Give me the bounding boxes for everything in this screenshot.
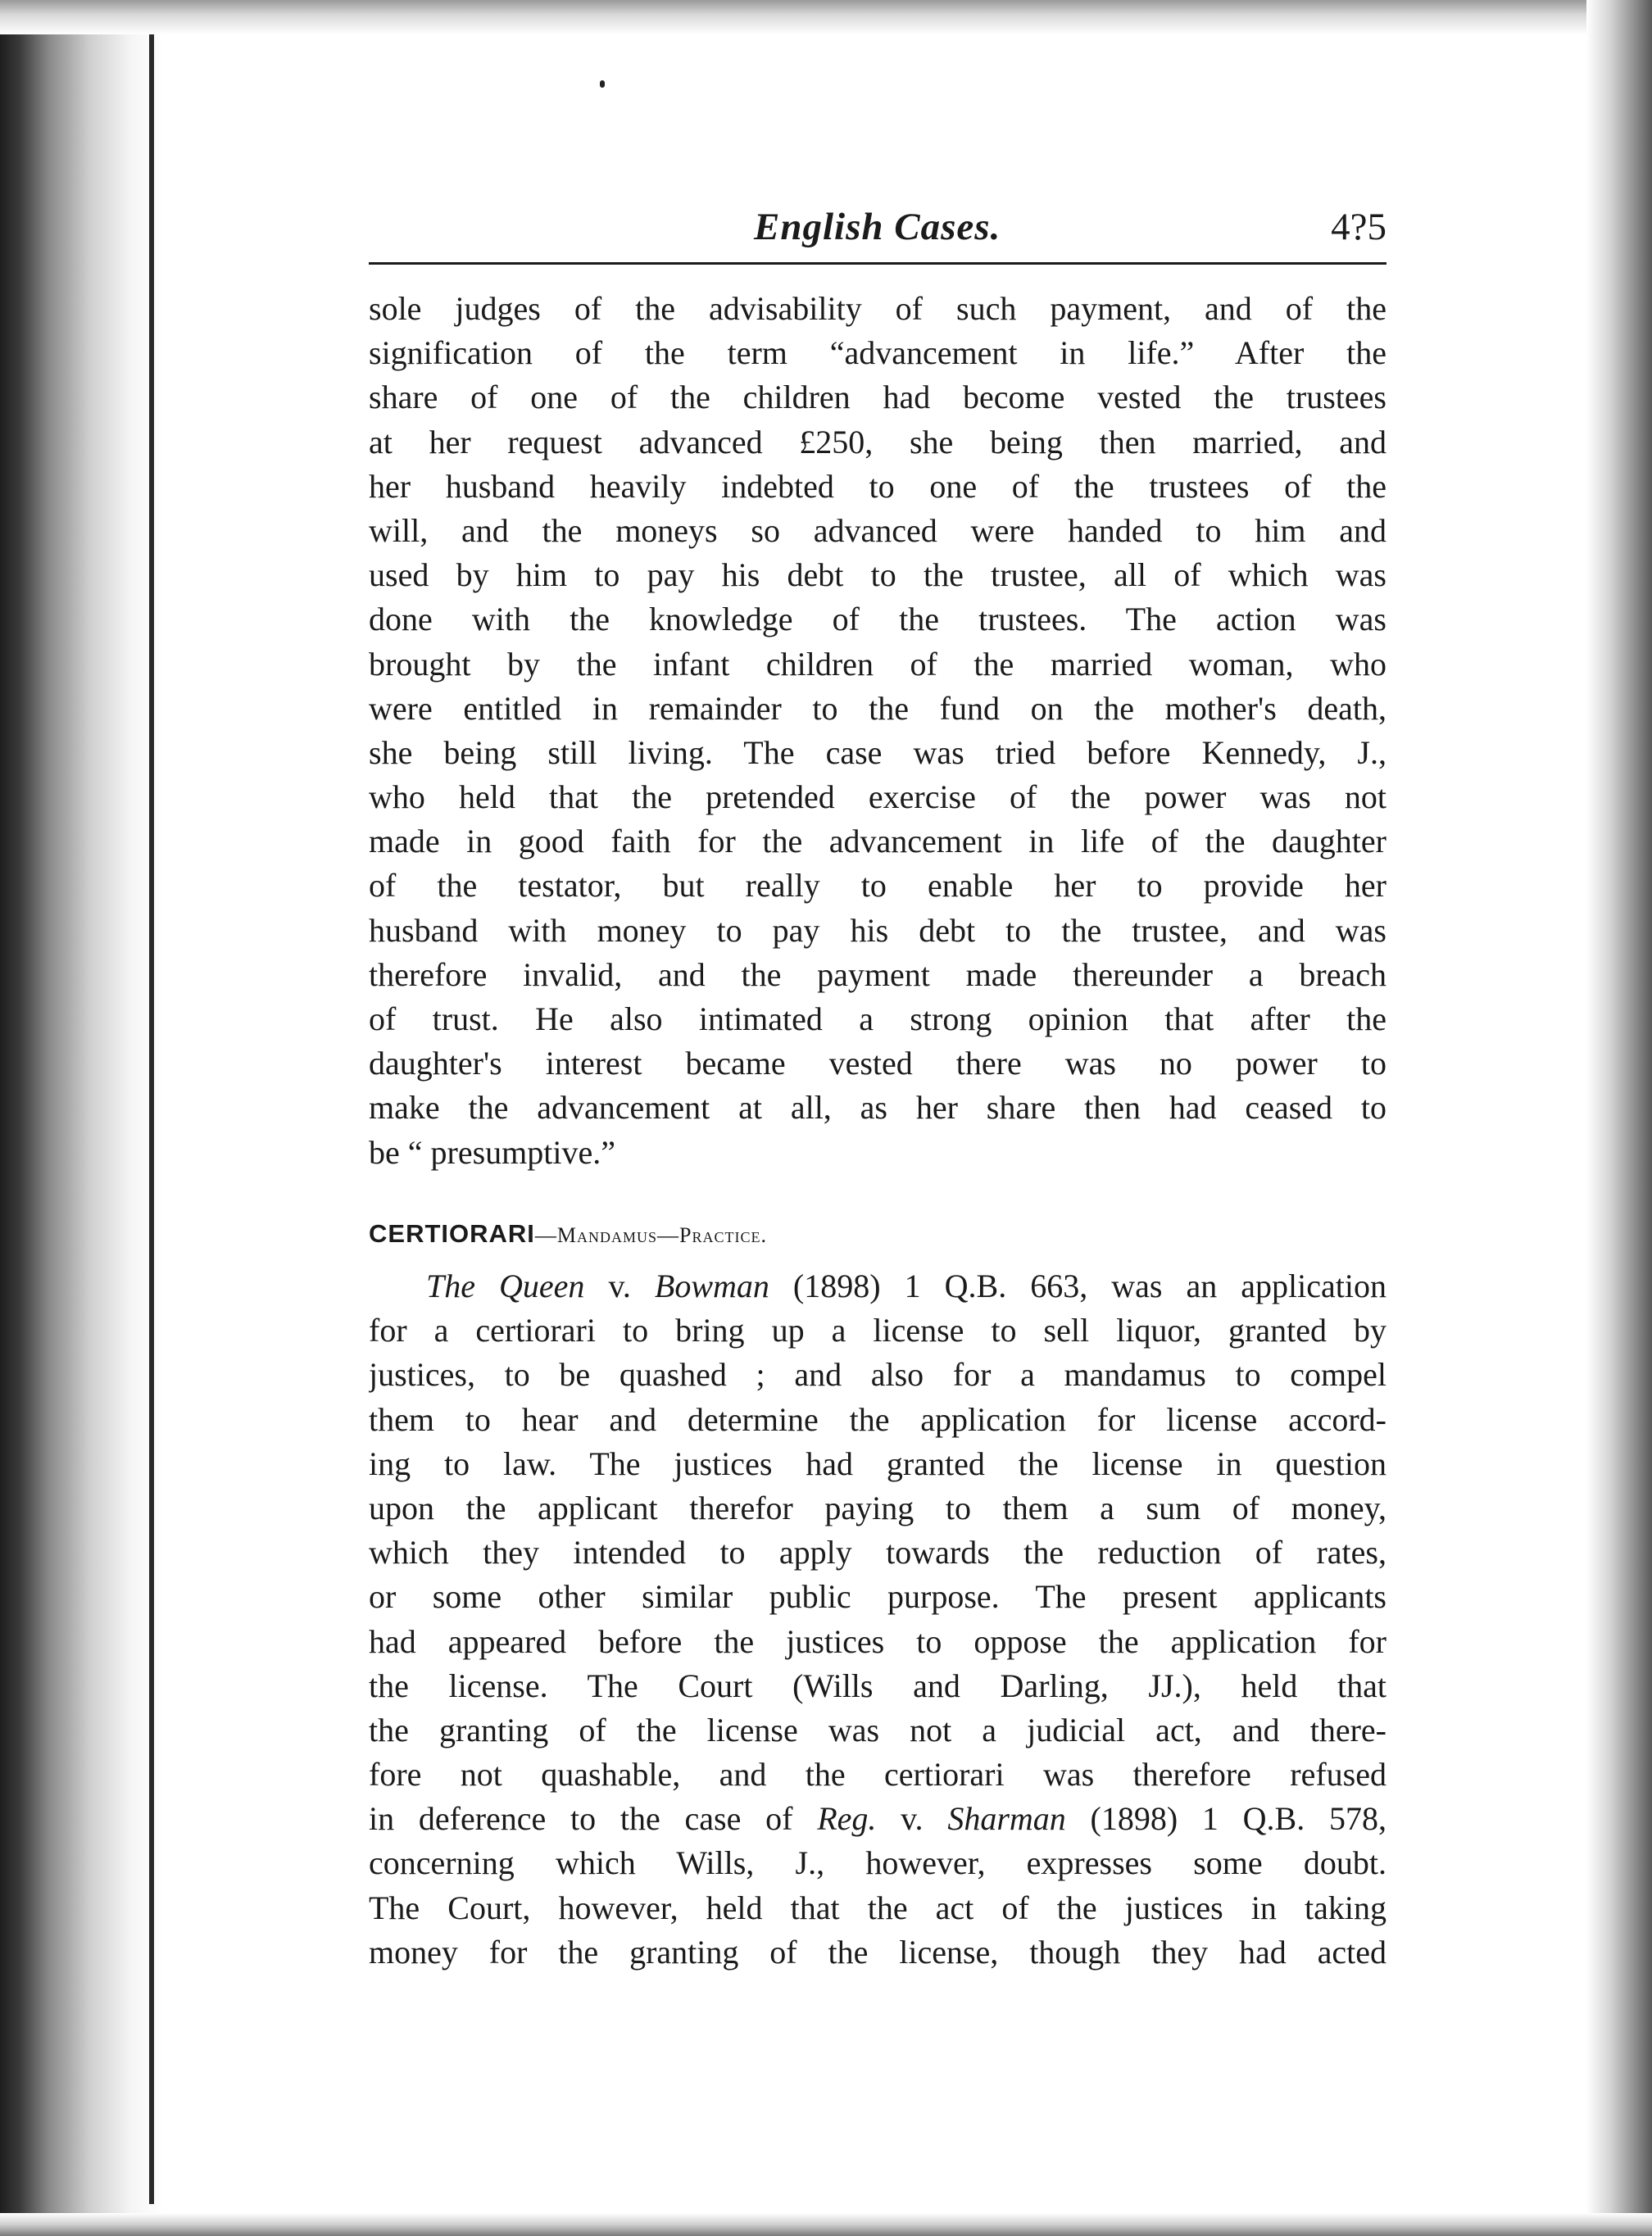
case-name: Bowman [654, 1268, 769, 1304]
text-line: share of one of the children had become vested the trustees [369, 379, 1386, 416]
case-name: Sharman [947, 1800, 1066, 1838]
text-line: sole judges of the advisability of such payment, and of the [369, 290, 1386, 327]
citation-text: (1898) 1 Q.B. 578, [1065, 1800, 1386, 1838]
page-number: 4?5 [1331, 206, 1386, 248]
running-head [369, 205, 1386, 262]
paragraph-certiorari [369, 1264, 1386, 1975]
binding-shadow-line [149, 33, 154, 2204]
text-line: brought by the infant children of the married woman, who [369, 645, 1386, 683]
text-line: upon the applicant therefor paying to them a sum of money, [369, 1489, 1386, 1526]
text-line: had appeared before the justices to oppose the application for [369, 1622, 1386, 1660]
text-line: justices, to be quashed ; and also for a mandamus to compel [369, 1356, 1386, 1394]
versus: v. [584, 1268, 655, 1304]
text-line: made in good faith for the advancement in life of the daughter [369, 823, 1386, 860]
text-line: at her request advanced £250, she being then married, and [369, 423, 1386, 460]
text-line: were entitled in remainder to the fund on the mother's death, [369, 689, 1386, 727]
text-line: of the testator, but really to enable her to provide her [369, 867, 1386, 905]
ink-speck [600, 80, 605, 88]
text-line: daughter's interest became vested there was no power to [369, 1045, 1386, 1082]
text-line: fore not quashable, and the certiorari was therefore refused [369, 1756, 1386, 1794]
text-line: husband with money to pay his debt to the trustee, and was [369, 911, 1386, 949]
text-line: used by him to pay his debt to the trustee, all of which was [369, 556, 1386, 594]
paragraph-advancement [369, 287, 1386, 1175]
text-line: her husband heavily indebted to one of the trustees of the [369, 467, 1386, 505]
text-line: money for the granting of the license, though they had acted [369, 1933, 1386, 1971]
header-rule [369, 262, 1386, 265]
text-line: for a certiorari to bring up a license to sell liquor, granted by [369, 1312, 1386, 1349]
text-line: of trust. He also intimated a strong opinion that after the [369, 1000, 1386, 1037]
page-right-edge [1586, 0, 1652, 2236]
running-title: English Cases. [754, 206, 1001, 248]
text-line: therefore invalid, and the payment made thereunder a breach [369, 955, 1386, 993]
case-name: Reg. [817, 1800, 877, 1838]
text-line: who held that the pretended exercise of the power was not [369, 778, 1386, 816]
citation-text: (1898) 1 Q.B. 663, was an application [769, 1268, 1386, 1304]
section-heading-main: CERTIORARI [369, 1219, 535, 1248]
text-line: or some other similar public purpose. The present applicants [369, 1578, 1386, 1616]
text-line: The Court, however, held that the act of the justices in taking [369, 1889, 1386, 1926]
book-binding-edge [0, 0, 164, 2236]
text-line: will, and the moneys so advanced were handed to him and [369, 511, 1386, 549]
text-line: done with the knowledge of the trustees. The action was [369, 601, 1386, 638]
page-bottom-edge [0, 2213, 1652, 2236]
case-name: The Queen [426, 1268, 585, 1304]
text-line: be “ presumptive.” [369, 1133, 615, 1171]
text-line: them to hear and determine the application for license accord- [369, 1400, 1386, 1438]
text-line [369, 1264, 1386, 1308]
versus: v. [876, 1800, 948, 1838]
text-line: ing to law. The justices had granted the license in question [369, 1445, 1386, 1482]
text-line: signification of the term “advancement in life.” After the [369, 334, 1386, 372]
page-top-edge [0, 0, 1652, 34]
text-line: concerning which Wills, J., however, expresses some doubt. [369, 1844, 1386, 1882]
text-line: which they intended to apply towards the reduction of rates, [369, 1534, 1386, 1572]
text-line: make the advancement at all, as her share then had ceased to [369, 1089, 1386, 1127]
text-line: the license. The Court (Wills and Darling, JJ.), held that [369, 1667, 1386, 1704]
text-line: the granting of the license was not a judicial act, and there- [369, 1711, 1386, 1748]
reference-text: in deference to the case of [369, 1800, 818, 1838]
section-heading [369, 1218, 1386, 1250]
text-line: she being still living. The case was tried before Kennedy, J., [369, 733, 1386, 771]
section-heading-sub: —Mandamus—Practice. [534, 1223, 767, 1247]
text-line [369, 1797, 1386, 1841]
